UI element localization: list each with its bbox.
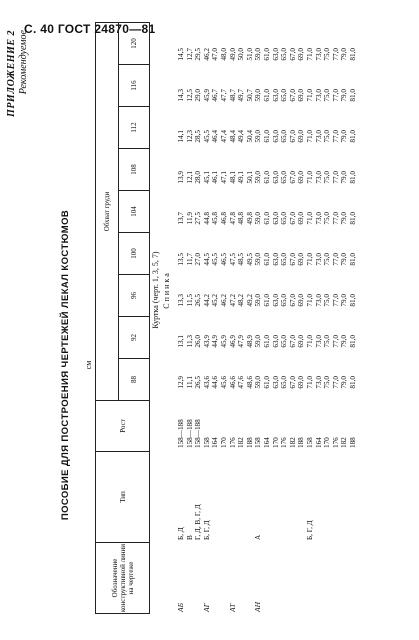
table-cell: 73,0 bbox=[314, 89, 323, 102]
type-label: Б, Д bbox=[177, 527, 185, 540]
table-cell: 12,9 bbox=[177, 376, 185, 389]
table-cell: 13,5 bbox=[177, 253, 185, 266]
type-label: Г, Д, В, Г, Д bbox=[194, 504, 203, 540]
table-cell: 47,5 bbox=[228, 253, 237, 266]
table-cell: 61,0 bbox=[263, 335, 271, 348]
table-cell: 46,2 bbox=[202, 48, 211, 61]
table-cell: 71,0 bbox=[306, 253, 314, 266]
size-header-92: 92 bbox=[119, 317, 150, 359]
table-cell: 71,0 bbox=[306, 294, 314, 307]
table-cell: 75,0 bbox=[323, 89, 332, 102]
table-cell: 81,0 bbox=[349, 130, 357, 143]
section-title: Куртка bbox=[151, 305, 160, 329]
table-cell: 11,9 bbox=[185, 212, 194, 225]
table-cell: 46,9 bbox=[228, 335, 237, 348]
table-cell: 61,0 bbox=[263, 212, 271, 225]
height-value: 158 bbox=[306, 437, 314, 448]
size-header-96: 96 bbox=[119, 275, 150, 317]
table-cell: 61,0 bbox=[263, 171, 271, 184]
size-header-120: 120 bbox=[119, 23, 150, 65]
table-cell: 27,5 bbox=[194, 212, 203, 225]
table-cell: 79,0 bbox=[340, 294, 349, 307]
table-cell: 79,0 bbox=[340, 253, 349, 266]
table-cell: 13,7 bbox=[177, 212, 185, 225]
table-cell: 59,0 bbox=[254, 130, 263, 143]
table-cell: 81,0 bbox=[349, 335, 357, 348]
table-cell: 71,0 bbox=[306, 376, 314, 389]
table-cell: 48,1 bbox=[228, 171, 237, 184]
table-cell: 46,4 bbox=[211, 130, 220, 143]
table-cell: 73,0 bbox=[314, 335, 323, 348]
table-cell: 45,6 bbox=[220, 376, 228, 389]
table-cell: 81,0 bbox=[349, 253, 357, 266]
table-cell: 61,0 bbox=[263, 130, 271, 143]
table-cell: 44,6 bbox=[211, 376, 220, 389]
table-cell: 61,0 bbox=[263, 294, 271, 307]
table-cell: 48,8 bbox=[237, 212, 246, 225]
table-cell: 65,0 bbox=[280, 48, 289, 61]
table-cell: 61,0 bbox=[263, 376, 271, 389]
table-cell: 63,0 bbox=[271, 212, 280, 225]
table-cell: 73,0 bbox=[314, 171, 323, 184]
table-cell: 26,0 bbox=[194, 335, 203, 348]
table-cell: 59,0 bbox=[254, 48, 263, 61]
size-header-100: 100 bbox=[119, 233, 150, 275]
table-cell: 48,7 bbox=[228, 89, 237, 102]
table-cell: 26,5 bbox=[194, 376, 203, 389]
table-cell: 79,0 bbox=[340, 48, 349, 61]
table-cell: 73,0 bbox=[314, 294, 323, 307]
size-header-108: 108 bbox=[119, 149, 150, 191]
table-cell: 77,0 bbox=[331, 212, 340, 225]
table-cell: 69,0 bbox=[297, 48, 306, 61]
type-label: Б, Г, Д bbox=[202, 520, 211, 540]
appendix-title: ПРИЛОЖЕНИЕ 2 bbox=[6, 30, 17, 117]
table-cell: 46,1 bbox=[211, 171, 220, 184]
table-cell: 63,0 bbox=[271, 89, 280, 102]
table-cell: 69,0 bbox=[297, 376, 306, 389]
height-value: 182 bbox=[237, 437, 246, 448]
table-cell: 69,0 bbox=[297, 294, 306, 307]
table-cell: 75,0 bbox=[323, 171, 332, 184]
table-cell: 73,0 bbox=[314, 130, 323, 143]
table-cell: 47,2 bbox=[228, 294, 237, 307]
unit-label: см bbox=[84, 360, 93, 370]
size-header-112: 112 bbox=[119, 107, 150, 149]
table-cell: 69,0 bbox=[297, 89, 306, 102]
table-cell: 81,0 bbox=[349, 376, 357, 389]
table-cell: 63,0 bbox=[271, 335, 280, 348]
height-value: 164 bbox=[314, 437, 323, 448]
table-cell: 43,9 bbox=[202, 335, 211, 348]
table-cell: 59,0 bbox=[254, 376, 263, 389]
table-cell: 65,0 bbox=[280, 294, 289, 307]
table-cell: 81,0 bbox=[349, 294, 357, 307]
table-cell: 65,0 bbox=[280, 89, 289, 102]
table-cell: 71,0 bbox=[306, 171, 314, 184]
table-cell: 11,1 bbox=[185, 376, 194, 389]
table-cell: 48,5 bbox=[237, 253, 246, 266]
table-cell: 67,0 bbox=[288, 212, 297, 225]
table-cell: 11,7 bbox=[185, 253, 194, 266]
table-cell: 47,0 bbox=[211, 48, 220, 61]
table-cell: 45,9 bbox=[220, 335, 228, 348]
table-cell: 51,0 bbox=[245, 48, 254, 61]
type-label: А bbox=[254, 534, 263, 540]
height-value: 158—188 bbox=[177, 419, 185, 448]
table-cell: 45,1 bbox=[202, 171, 211, 184]
table-cell: 49,5 bbox=[245, 253, 254, 266]
table-cell: 71,0 bbox=[306, 212, 314, 225]
table-cell: 11,3 bbox=[185, 335, 194, 348]
height-value: 170 bbox=[271, 437, 280, 448]
table-cell: 47,1 bbox=[220, 171, 228, 184]
table-cell: 45,5 bbox=[202, 130, 211, 143]
line-label: АН bbox=[253, 602, 263, 612]
table-cell: 67,0 bbox=[288, 335, 297, 348]
table-cell: 75,0 bbox=[323, 48, 332, 61]
table-cell: 63,0 bbox=[271, 376, 280, 389]
table-cell: 49,2 bbox=[245, 294, 254, 307]
table-cell: 59,0 bbox=[254, 253, 263, 266]
table-cell: 65,0 bbox=[280, 335, 289, 348]
table-cell: 67,0 bbox=[288, 294, 297, 307]
table-cell: 65,0 bbox=[280, 212, 289, 225]
table-cell: 13,9 bbox=[177, 171, 185, 184]
doc-title: ПОСОБИЕ ДЛЯ ПОСТРОЕНИЯ ЧЕРТЕЖЕЙ ЛЕКАЛ КОСТЮМОВ bbox=[60, 209, 71, 521]
table-cell: 79,0 bbox=[340, 89, 349, 102]
table-cell: 77,0 bbox=[331, 130, 340, 143]
table-cell: 13,3 bbox=[177, 294, 185, 307]
table-cell: 48,2 bbox=[237, 294, 246, 307]
appendix-subtitle: Рекомендуемое bbox=[18, 30, 29, 95]
table-cell: 49,1 bbox=[237, 171, 246, 184]
table-cell: 61,0 bbox=[263, 89, 271, 102]
height-value: 170 bbox=[220, 437, 228, 448]
height-value: 188 bbox=[245, 437, 254, 448]
table-cell: 29,5 bbox=[194, 48, 203, 61]
height-value: 182 bbox=[288, 437, 297, 448]
table-cell: 77,0 bbox=[331, 376, 340, 389]
table-cell: 69,0 bbox=[297, 253, 306, 266]
header-chest-group: Обхват груди bbox=[96, 23, 119, 401]
table-cell: 49,4 bbox=[237, 130, 246, 143]
table-cell: 73,0 bbox=[314, 212, 323, 225]
section-heading bbox=[150, 140, 172, 440]
table-cell: 50,4 bbox=[245, 130, 254, 143]
table-cell: 14,1 bbox=[177, 130, 185, 143]
table-cell: 12,7 bbox=[185, 48, 194, 61]
table-cell: 13,1 bbox=[177, 335, 185, 348]
height-value: 188 bbox=[349, 437, 357, 448]
table-cell: 47,4 bbox=[220, 130, 228, 143]
table-cell: 63,0 bbox=[271, 130, 280, 143]
table-cell: 61,0 bbox=[263, 253, 271, 266]
table-cell: 67,0 bbox=[288, 89, 297, 102]
height-value: 158—188 bbox=[194, 419, 203, 448]
header-height: Рост bbox=[96, 401, 150, 452]
table-cell: 47,6 bbox=[237, 376, 246, 389]
table-cell: 73,0 bbox=[314, 253, 323, 266]
table-cell: 75,0 bbox=[323, 335, 332, 348]
table-cell: 61,0 bbox=[263, 48, 271, 61]
table-cell: 67,0 bbox=[288, 253, 297, 266]
height-value: 158—188 bbox=[185, 419, 194, 448]
table-cell: 27,0 bbox=[194, 253, 203, 266]
table-cell: 49,0 bbox=[228, 48, 237, 61]
table-cell: 71,0 bbox=[306, 48, 314, 61]
table-cell: 67,0 bbox=[288, 130, 297, 143]
height-value: 158 bbox=[202, 437, 211, 448]
table-cell: 48,0 bbox=[220, 48, 228, 61]
table-cell: 79,0 bbox=[340, 130, 349, 143]
table-cell: 29,0 bbox=[194, 89, 203, 102]
table-cell: 67,0 bbox=[288, 376, 297, 389]
type-label: Б, Г, Д bbox=[306, 520, 314, 540]
table-cell: 81,0 bbox=[349, 171, 357, 184]
table-cell: 75,0 bbox=[323, 294, 332, 307]
appendix-note bbox=[6, 30, 30, 170]
table-cell: 75,0 bbox=[323, 212, 332, 225]
table-cell: 46,6 bbox=[228, 376, 237, 389]
table-cell: 47,8 bbox=[228, 212, 237, 225]
table-cell: 79,0 bbox=[340, 376, 349, 389]
table-cell: 59,0 bbox=[254, 89, 263, 102]
table-cell: 46,5 bbox=[220, 253, 228, 266]
table-cell: 14,3 bbox=[177, 89, 185, 102]
height-value: 170 bbox=[323, 437, 332, 448]
table-cell: 28,0 bbox=[194, 171, 203, 184]
table-cell: 77,0 bbox=[331, 89, 340, 102]
table-cell: 81,0 bbox=[349, 89, 357, 102]
header-designation: Обозначение конструктивной линии на чертеже bbox=[96, 543, 150, 614]
table-cell: 71,0 bbox=[306, 89, 314, 102]
table-cell: 63,0 bbox=[271, 171, 280, 184]
size-header-88: 88 bbox=[119, 359, 150, 401]
table-cell: 75,0 bbox=[323, 376, 332, 389]
table-cell: 46,7 bbox=[211, 89, 220, 102]
size-header-116: 116 bbox=[119, 65, 150, 107]
table-cell: 12,1 bbox=[185, 171, 194, 184]
table-cell: 73,0 bbox=[314, 376, 323, 389]
table-cell: 71,0 bbox=[306, 335, 314, 348]
table-cell: 69,0 bbox=[297, 212, 306, 225]
table-cell: 12,3 bbox=[185, 130, 194, 143]
table-cell: 63,0 bbox=[271, 253, 280, 266]
height-value: 182 bbox=[340, 437, 349, 448]
table-cell: 69,0 bbox=[297, 171, 306, 184]
table-cell: 45,5 bbox=[211, 253, 220, 266]
height-value: 188 bbox=[297, 437, 306, 448]
table-cell: 46,8 bbox=[220, 212, 228, 225]
table-cell: 65,0 bbox=[280, 171, 289, 184]
table-cell: 49,7 bbox=[237, 89, 246, 102]
table-cell: 45,8 bbox=[211, 212, 220, 225]
table-cell: 48,9 bbox=[245, 335, 254, 348]
line-label: АБ bbox=[176, 602, 185, 612]
table-cell: 65,0 bbox=[280, 253, 289, 266]
table-cell: 47,7 bbox=[220, 89, 228, 102]
page-header: С. 40 ГОСТ 24870—81 bbox=[24, 22, 156, 36]
height-value: 176 bbox=[331, 437, 340, 448]
table-cell: 45,2 bbox=[211, 294, 220, 307]
table-cell: 77,0 bbox=[331, 294, 340, 307]
table-cell: 81,0 bbox=[349, 48, 357, 61]
table-cell: 77,0 bbox=[331, 335, 340, 348]
table-cell: 75,0 bbox=[323, 253, 332, 266]
table-cell: 44,5 bbox=[202, 253, 211, 266]
table-cell: 79,0 bbox=[340, 335, 349, 348]
table-cell: 11,5 bbox=[185, 294, 194, 307]
table-cell: 63,0 bbox=[271, 48, 280, 61]
height-value: 176 bbox=[228, 437, 237, 448]
table-cell: 69,0 bbox=[297, 335, 306, 348]
section-ref: (черт. 1, 3, 5, 7) bbox=[151, 251, 160, 304]
table-cell: 12,5 bbox=[185, 89, 194, 102]
table-cell: 50,7 bbox=[245, 89, 254, 102]
table-cell: 81,0 bbox=[349, 212, 357, 225]
table-cell: 46,2 bbox=[220, 294, 228, 307]
table-cell: 44,2 bbox=[202, 294, 211, 307]
table-cell: 50,0 bbox=[237, 48, 246, 61]
line-label: АГ bbox=[201, 603, 211, 612]
table-cell: 44,8 bbox=[202, 212, 211, 225]
height-value: 176 bbox=[280, 437, 289, 448]
table-cell: 50,1 bbox=[245, 171, 254, 184]
table-cell: 43,6 bbox=[202, 376, 211, 389]
table-cell: 69,0 bbox=[297, 130, 306, 143]
table-cell: 67,0 bbox=[288, 48, 297, 61]
table-cell: 14,5 bbox=[177, 48, 185, 61]
table-cell: 59,0 bbox=[254, 294, 263, 307]
subsection-title: Спинка bbox=[162, 271, 171, 309]
size-header-104: 104 bbox=[119, 191, 150, 233]
table-cell: 47,9 bbox=[237, 335, 246, 348]
table-cell: 67,0 bbox=[288, 171, 297, 184]
table-cell: 44,9 bbox=[211, 335, 220, 348]
table-cell: 77,0 bbox=[331, 48, 340, 61]
table-cell: 65,0 bbox=[280, 376, 289, 389]
type-label: В bbox=[185, 535, 194, 540]
height-value: 164 bbox=[263, 437, 271, 448]
table-cell: 65,0 bbox=[280, 130, 289, 143]
table-body bbox=[177, 22, 409, 614]
height-value: 158 bbox=[254, 437, 263, 448]
table-cell: 48,6 bbox=[245, 376, 254, 389]
table-cell: 79,0 bbox=[340, 212, 349, 225]
table-cell: 63,0 bbox=[271, 294, 280, 307]
table-cell: 77,0 bbox=[331, 253, 340, 266]
table-cell: 79,0 bbox=[340, 171, 349, 184]
table-cell: 73,0 bbox=[314, 48, 323, 61]
table-cell: 45,9 bbox=[202, 89, 211, 102]
table-cell: 75,0 bbox=[323, 130, 332, 143]
table-cell: 77,0 bbox=[331, 171, 340, 184]
header-table bbox=[95, 22, 150, 614]
header-type: Тип bbox=[96, 452, 150, 543]
table-cell: 71,0 bbox=[306, 130, 314, 143]
height-value: 164 bbox=[211, 437, 220, 448]
line-label: АТ bbox=[227, 603, 237, 612]
table-cell: 26,5 bbox=[194, 294, 203, 307]
table-cell: 28,5 bbox=[194, 130, 203, 143]
table-cell: 49,8 bbox=[245, 212, 254, 225]
table-cell: 59,0 bbox=[254, 171, 263, 184]
table-cell: 59,0 bbox=[254, 335, 263, 348]
table-cell: 48,4 bbox=[228, 130, 237, 143]
table-cell: 59,0 bbox=[254, 212, 263, 225]
